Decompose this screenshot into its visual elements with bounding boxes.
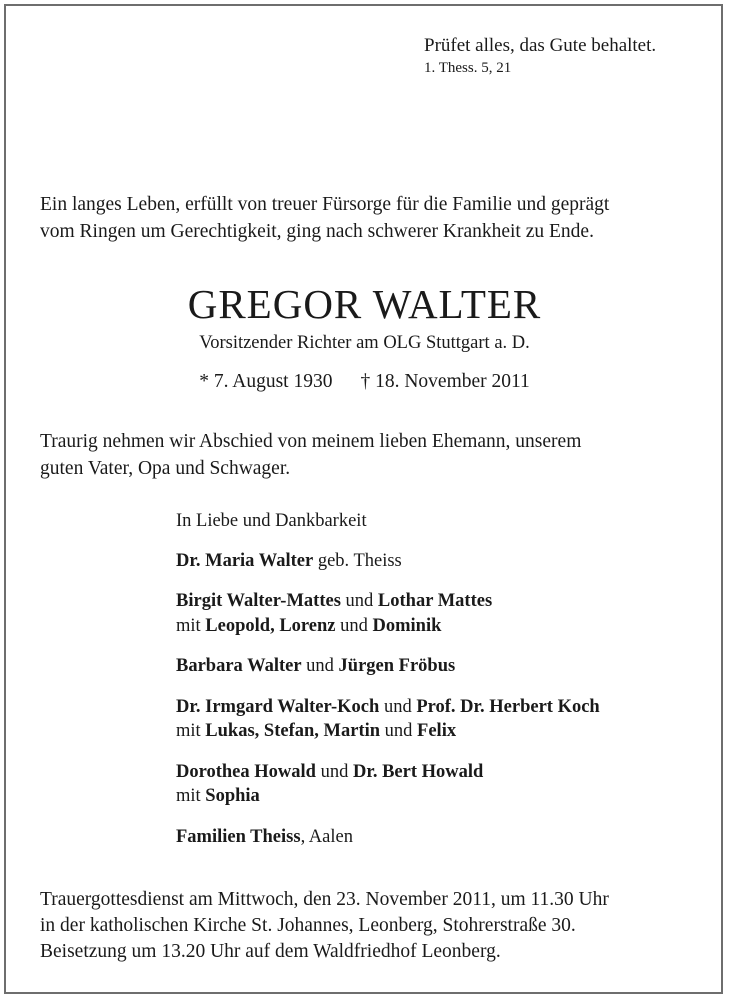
conjunction: und <box>380 721 418 741</box>
mourner-note: geb. Theiss <box>313 550 402 571</box>
death-date: † 18. November 2011 <box>360 371 530 392</box>
deceased-name: GREGOR WALTER <box>187 281 542 327</box>
mourner-group <box>176 825 706 850</box>
mourner-name: Jürgen Fröbus <box>338 656 456 676</box>
conjunction: und <box>315 761 353 782</box>
mourner-name: Birgit Walter-Mattes <box>176 591 341 611</box>
mourners-intro: In Liebe und Dankbarkeit <box>176 511 367 531</box>
conjunction: und <box>301 656 339 676</box>
conjunction: mit <box>176 786 206 806</box>
mourner-name: Dr. Bert Howald <box>352 761 484 782</box>
deceased-title: Vorsitzender Richter am OLG Stuttgart a. D. <box>199 333 530 353</box>
mourner-note: , Aalen <box>300 826 353 847</box>
intro-line: vom Ringen um Gerechtigkeit, ging nach schwerer Krankheit zu Ende. <box>40 221 594 242</box>
mourner-name: Dorothea Howald <box>176 761 316 782</box>
bible-motto <box>424 34 714 78</box>
motto-reference: 1. Thess. 5, 21 <box>424 60 512 76</box>
farewell-line: Traurig nehmen wir Abschied von meinem lieben Ehemann, unserem <box>40 431 582 452</box>
service-line: Trauergottesdienst am Mittwoch, den 23. November 2011, um 11.30 Uhr <box>40 889 609 910</box>
mourner-group <box>176 654 706 679</box>
life-dates <box>0 369 729 395</box>
mourner-name: Dominik <box>372 615 442 636</box>
mourners-list <box>176 509 706 865</box>
mourner-name: Lukas, Stefan, Martin <box>205 721 381 741</box>
intro-line: Ein langes Leben, erfüllt von treuer Fürsorge für die Familie und geprägt <box>40 194 610 215</box>
mourner-group <box>176 760 706 809</box>
conjunction: und <box>335 615 373 636</box>
farewell-paragraph <box>40 428 700 482</box>
mourner-name: Felix <box>417 721 457 741</box>
mourner-group <box>176 695 706 744</box>
mourner-name: Sophia <box>205 786 260 806</box>
service-line: Beisetzung um 13.20 Uhr auf dem Waldfriedhof Leonberg. <box>40 941 501 962</box>
farewell-line: guten Vater, Opa und Schwager. <box>40 458 291 479</box>
mourner-group <box>176 549 706 574</box>
motto-text: Prüfet alles, das Gute behaltet. <box>424 35 657 56</box>
mourner-name: Dr. Irmgard Walter-Koch <box>176 696 380 717</box>
mourner-name: Prof. Dr. Herbert Koch <box>416 696 600 717</box>
mourner-name: Barbara Walter <box>176 656 302 676</box>
mourner-name: Familien Theiss <box>176 826 301 847</box>
service-line: in der katholischen Kirche St. Johannes, Leonberg, Stohrerstraße 30. <box>40 915 576 936</box>
conjunction: mit <box>176 615 206 636</box>
conjunction: mit <box>176 721 206 741</box>
intro-paragraph <box>40 191 700 245</box>
conjunction: und <box>340 591 378 611</box>
birth-date: * 7. August 1930 <box>199 371 333 392</box>
conjunction: und <box>379 696 417 717</box>
mourner-name: Dr. Maria Walter <box>176 550 314 571</box>
mourner-name: Lothar Mattes <box>377 591 493 611</box>
mourner-group <box>176 589 706 638</box>
service-details <box>40 887 710 965</box>
mourner-name: Leopold, Lorenz <box>205 615 336 636</box>
